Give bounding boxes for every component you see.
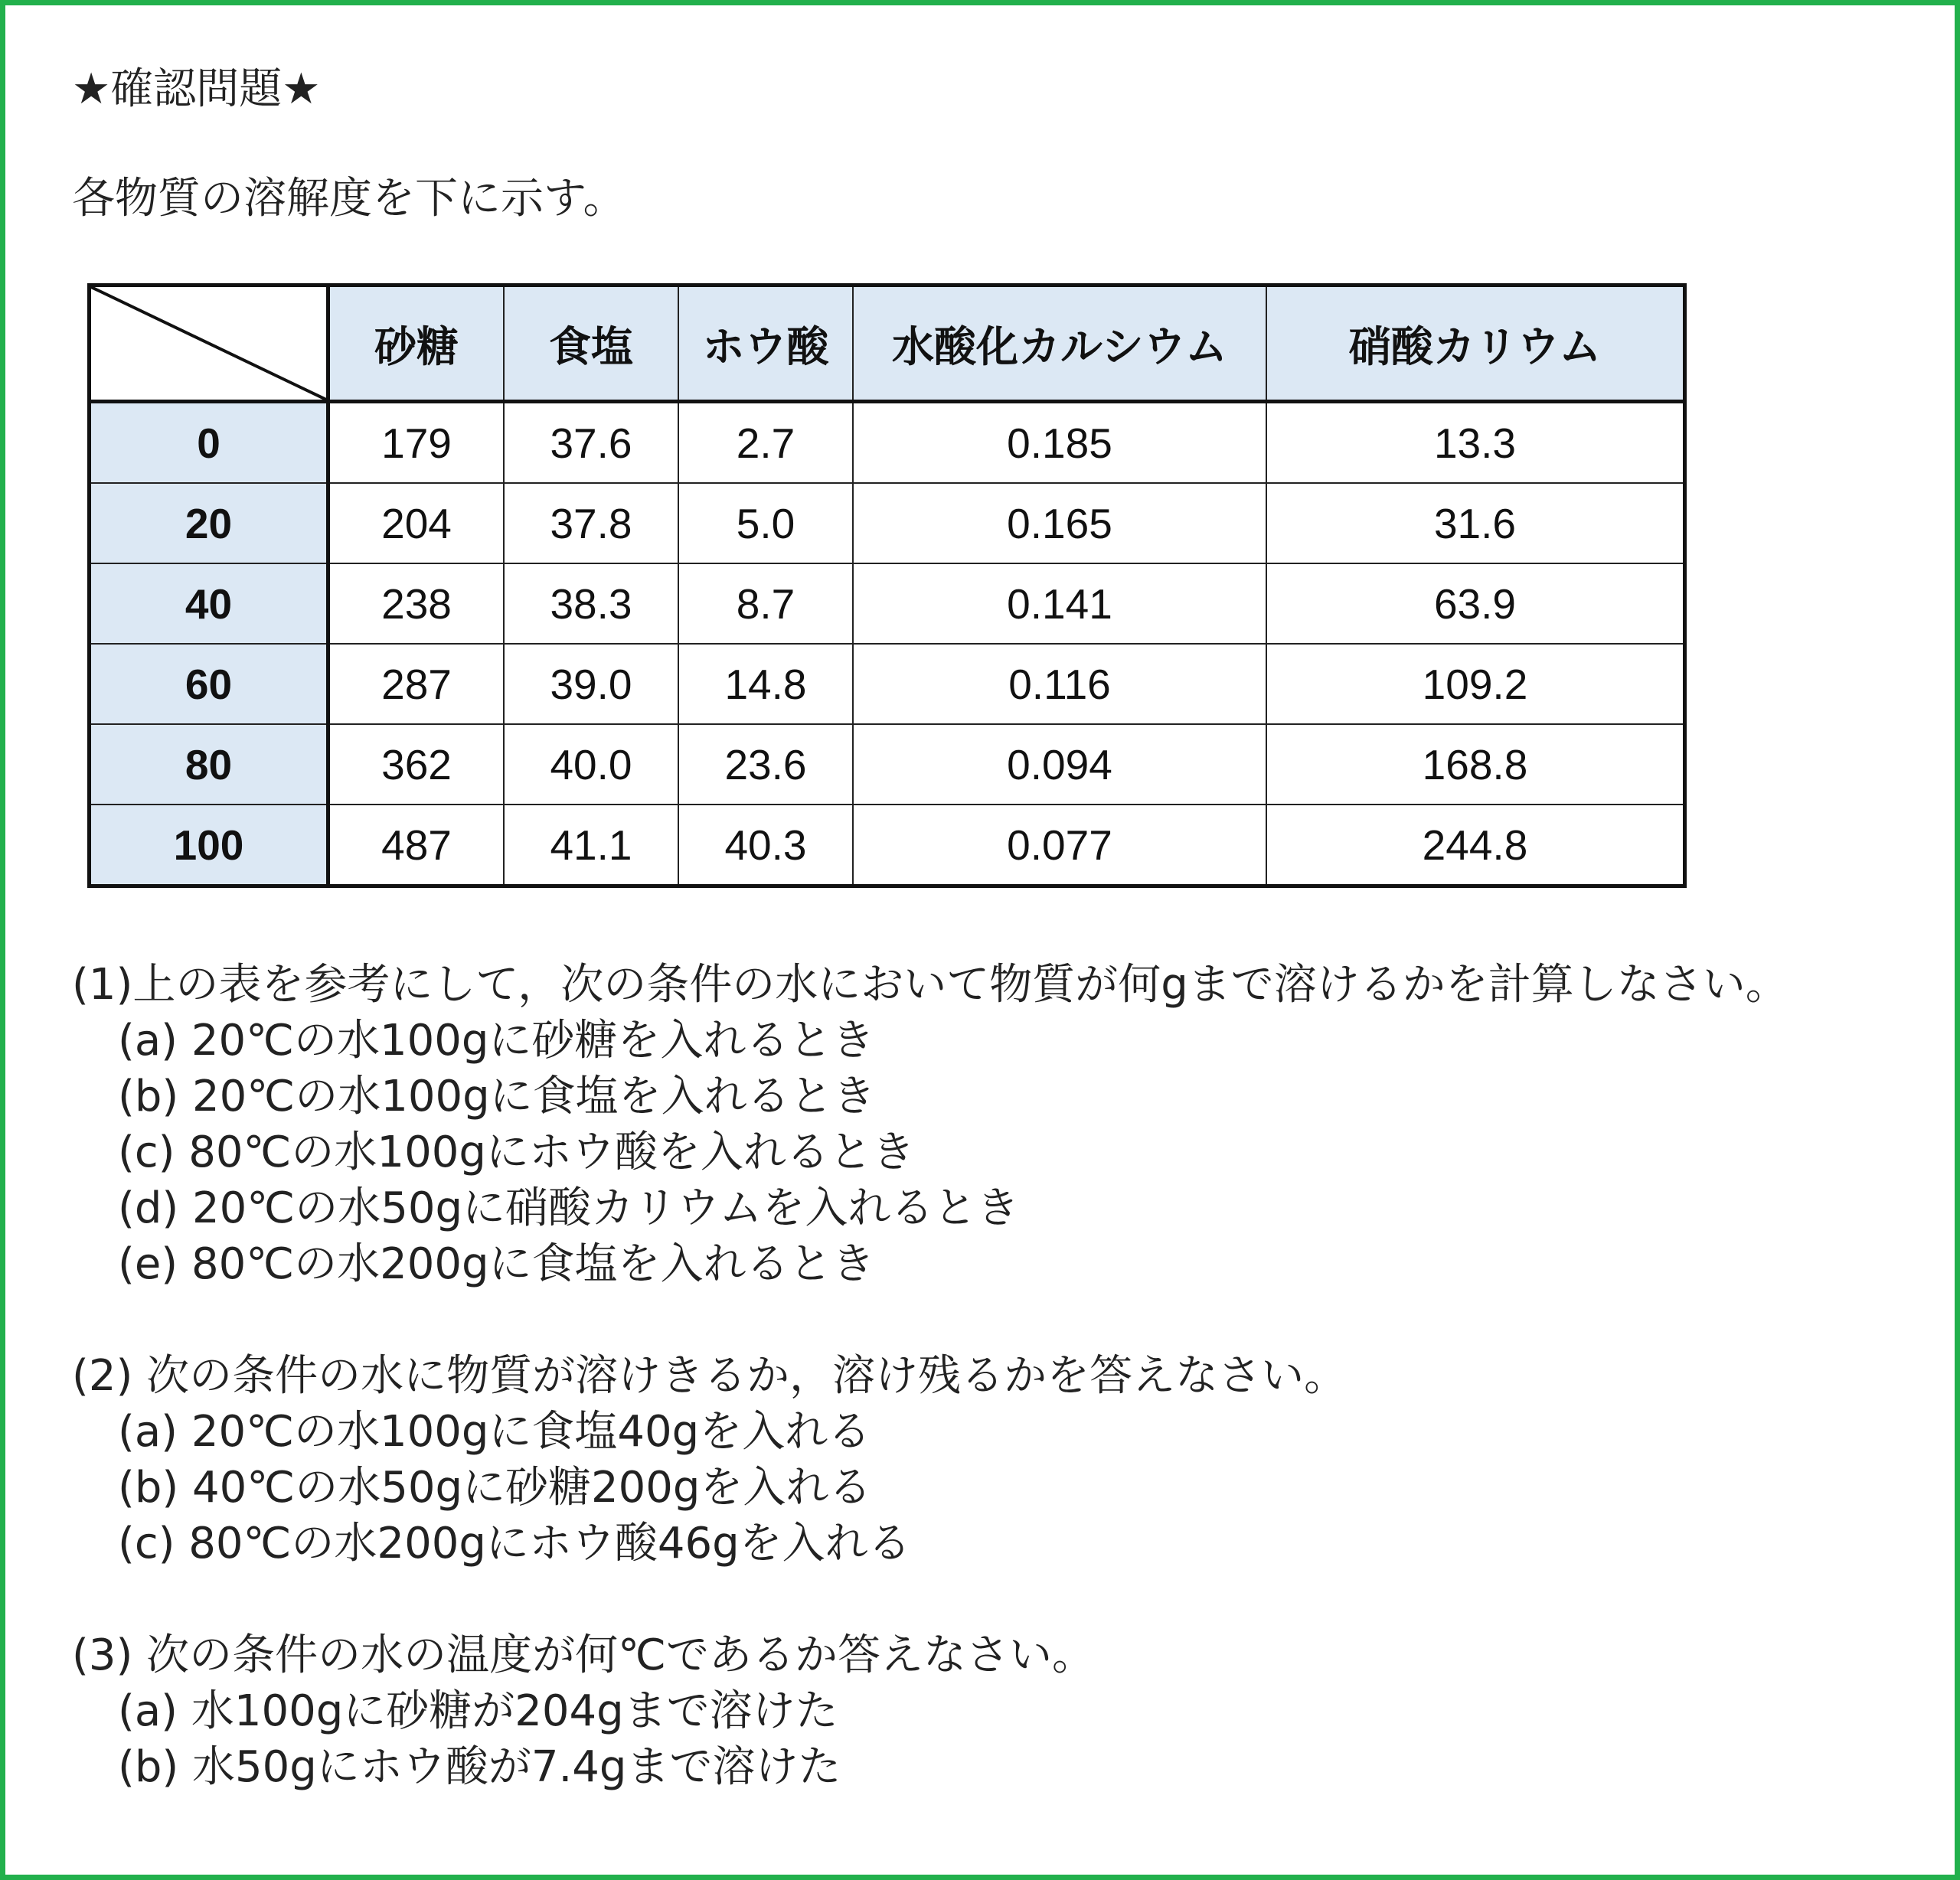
table-cell: 204 — [328, 483, 505, 563]
question-1 — [72, 957, 1788, 1292]
table-cell: 362 — [328, 724, 505, 805]
column-header: 食塩 — [504, 286, 678, 402]
corner-cell — [90, 286, 328, 402]
page-title: ★確認問題★ — [72, 64, 321, 114]
table-row — [90, 805, 1685, 886]
table-header-row — [90, 286, 1685, 402]
column-header: ホウ酸 — [678, 286, 853, 402]
table-row — [90, 724, 1685, 805]
table-cell: 23.6 — [678, 724, 853, 805]
question-item: (e) 80℃の水200gに食塩を入れるとき — [118, 1239, 875, 1289]
table-cell: 37.8 — [504, 483, 678, 563]
table-cell: 40.0 — [504, 724, 678, 805]
table-cell: 13.3 — [1266, 402, 1685, 484]
table-row — [90, 563, 1685, 644]
table-cell: 0.077 — [853, 805, 1266, 886]
question-title: (2) 次の条件の水に物質が溶けきるか，溶け残るかを答えなさい。 — [72, 1351, 1348, 1401]
table-cell: 0.141 — [853, 563, 1266, 644]
question-3 — [72, 1627, 1788, 1795]
row-header-temp: 0 — [90, 402, 328, 484]
table-cell: 8.7 — [678, 563, 853, 644]
row-header-temp: 80 — [90, 724, 328, 805]
question-item: (b) 20℃の水100gに食塩を入れるとき — [118, 1072, 876, 1121]
table-cell: 40.3 — [678, 805, 853, 886]
table-cell: 0.094 — [853, 724, 1266, 805]
table-cell: 179 — [328, 402, 505, 484]
question-title: (3) 次の条件の水の温度が何℃であるか答えなさい。 — [72, 1630, 1096, 1680]
question-item: (c) 80℃の水200gにホウ酸46gを入れる — [118, 1519, 911, 1568]
table-cell: 168.8 — [1266, 724, 1685, 805]
question-item: (a) 20℃の水100gに食塩40gを入れる — [118, 1407, 871, 1457]
table-cell: 5.0 — [678, 483, 853, 563]
question-2 — [72, 1348, 1788, 1572]
table-row — [90, 644, 1685, 724]
table-cell: 487 — [328, 805, 505, 886]
table-cell: 0.165 — [853, 483, 1266, 563]
table-cell: 14.8 — [678, 644, 853, 724]
table-cell: 109.2 — [1266, 644, 1685, 724]
question-item: (a) 20℃の水100gに砂糖を入れるとき — [118, 1016, 875, 1066]
table-cell: 41.1 — [504, 805, 678, 886]
diagonal-line — [91, 287, 326, 400]
table-cell: 37.6 — [504, 402, 678, 484]
question-item: (b) 40℃の水50gに砂糖200gを入れる — [118, 1463, 872, 1513]
row-header-temp: 60 — [90, 644, 328, 724]
question-item: (b) 水50gにホウ酸が7.4gまで溶けた — [118, 1742, 841, 1792]
question-item: (c) 80℃の水100gにホウ酸を入れるとき — [118, 1128, 915, 1177]
table-cell: 287 — [328, 644, 505, 724]
column-header: 水酸化カルシウム — [853, 286, 1266, 402]
column-header: 硝酸カリウム — [1266, 286, 1685, 402]
table-cell: 238 — [328, 563, 505, 644]
row-header-temp: 20 — [90, 483, 328, 563]
table-cell: 0.185 — [853, 402, 1266, 484]
table-cell: 39.0 — [504, 644, 678, 724]
table-cell: 38.3 — [504, 563, 678, 644]
question-list — [72, 957, 1788, 1851]
table-cell: 63.9 — [1266, 563, 1685, 644]
solubility-table — [87, 283, 1687, 888]
row-header-temp: 40 — [90, 563, 328, 644]
question-title: (1)上の表を参考にして，次の条件の水において物質が何gまで溶けるかを計算しなさい。 — [72, 960, 1788, 1010]
table-cell: 244.8 — [1266, 805, 1685, 886]
table-row — [90, 402, 1685, 484]
table-cell: 2.7 — [678, 402, 853, 484]
intro-text: 各物質の溶解度を下に示す。 — [72, 174, 626, 224]
question-item: (a) 水100gに砂糖が204gまで溶けた — [118, 1686, 838, 1736]
row-header-temp: 100 — [90, 805, 328, 886]
table-cell: 0.116 — [853, 644, 1266, 724]
table-row — [90, 483, 1685, 563]
question-item: (d) 20℃の水50gに硝酸カリウムを入れるとき — [118, 1183, 1020, 1233]
column-header: 砂糖 — [328, 286, 505, 402]
table-cell: 31.6 — [1266, 483, 1685, 563]
